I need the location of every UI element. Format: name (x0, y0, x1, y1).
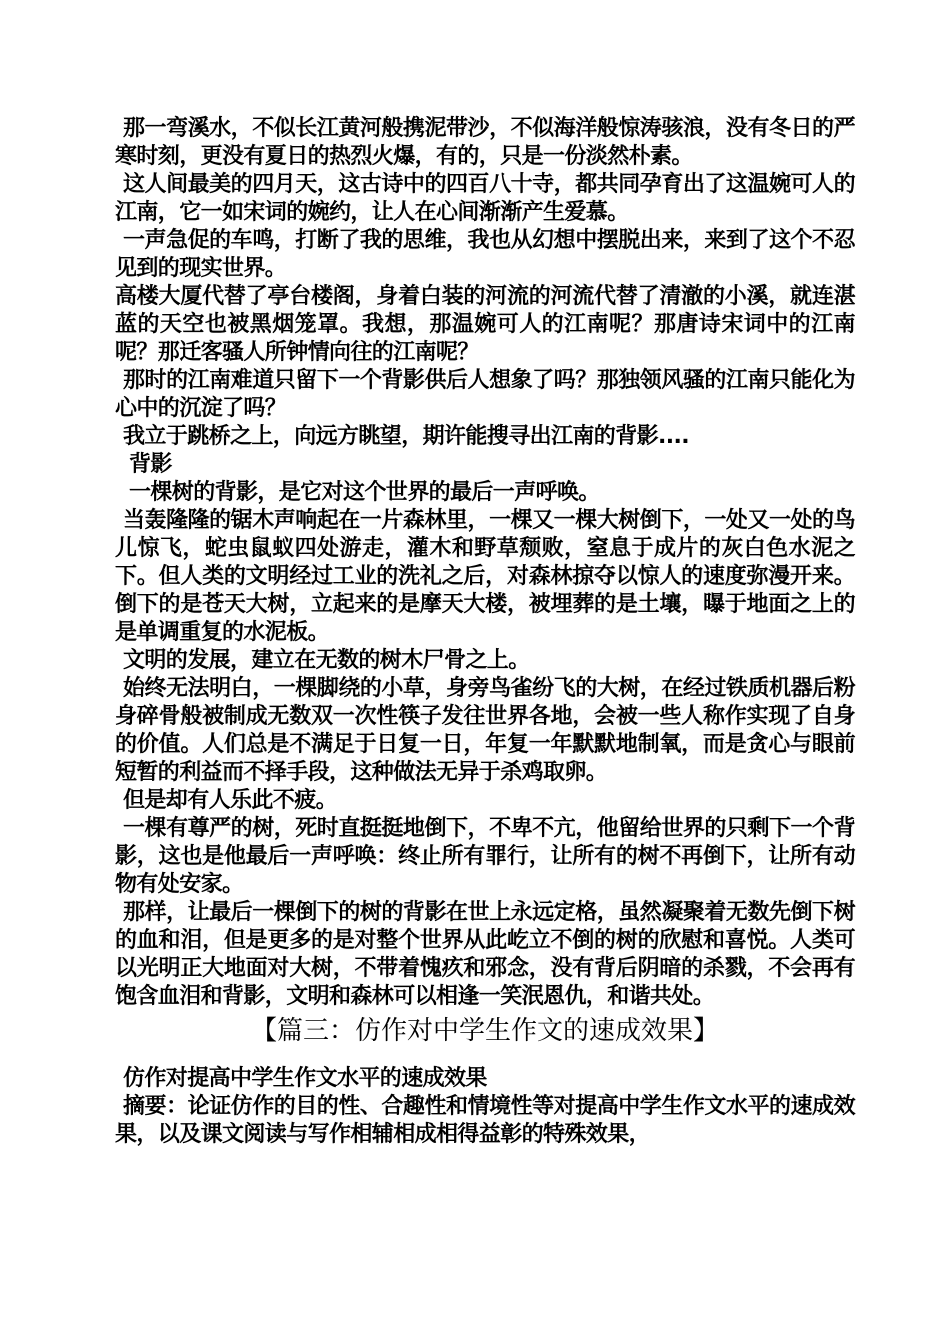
paragraph-car-horn: 一声急促的车鸣，打断了我的思维，我也从幻想中摆脱出来，来到了这个不忍见到的现实世界。 (115, 228, 855, 281)
paragraph-back-view-question: 那时的江南难道只留下一个背影供后人想象了吗？那独领风骚的江南只能化为心中的沉淀了吗？ (115, 368, 855, 421)
article-abstract: 摘要：论证仿作的目的性、合趣性和情境性等对提高中学生作文水平的速成效果，以及课文阅读与写作相辅相成相得益彰的特殊效果， (115, 1094, 855, 1147)
paragraph-april: 这人间最美的四月天，这古诗中的四百八十寺，都共同孕育出了这温婉可人的江南，它一如宋词的婉约，让人在心间渐渐产生爱慕。 (115, 172, 855, 225)
paragraph-last-tree: 那样，让最后一棵倒下的树的背影在世上永远定格，虽然凝聚着无数先倒下树的血和泪，但是更多的是对整个世界从此屹立不倒的树的欣慰和喜悦。人类可以光明正大地面对大树，不带着愧疚和邪念，没有背后阴暗的杀戮，不会再有饱含血泪和背影，文明和森林可以相逢一笑泯恩仇，和谐共处。 (115, 900, 855, 1009)
paragraph-skyscrapers: 高楼大厦代替了亭台楼阁，身着白装的河流的河流代替了清澈的小溪，就连湛蓝的天空也被黑烟笼罩。我想，那温婉可人的江南呢？那唐诗宋词中的江南呢？那迁客骚人所钟情向往的江南呢？ (115, 284, 855, 365)
paragraph-bridge: 我立于跳桥之上，向远方眺望，期许能搜寻出江南的背影.... (123, 424, 690, 449)
section-heading: 【篇三：仿作对中学生作文的速成效果】 (250, 1016, 719, 1046)
paragraph-chopsticks: 始终无法明白，一棵脚绕的小草，身旁鸟雀纷飞的大树，在经过铁质机器后粉身碎骨般被制成无数双一次性筷子发往世界各地，会被一些人称作实现了自身的价值。人们总是不满足于日复一日，年复一年默默地制氧，而是贪心与眼前短暂的利益而不择手段，这种做法无异于杀鸡取卵。 (115, 676, 855, 785)
paragraph-stream: 那一弯溪水，不似长江黄河般携泥带沙，不似海洋般惊涛骇浪，没有冬日的严寒时刻，更没有夏日的热烈火爆，有的，只是一份淡然朴素。 (115, 116, 855, 169)
paragraph-tree-back-view: 一棵树的背影，是它对这个世界的最后一声呼唤。 (129, 480, 600, 505)
article-title: 仿作对提高中学生作文水平的速成效果 (123, 1066, 487, 1091)
paragraph-tireless: 但是却有人乐此不疲。 (123, 788, 338, 813)
paragraph-civilization: 文明的发展，建立在无数的树木尸骨之上。 (123, 648, 530, 673)
paragraph-sawing: 当轰隆隆的锯木声响起在一片森林里，一棵又一棵大树倒下，一处又一处的鸟儿惊飞，蛇虫鼠蚁四处游走，灌木和野草颓败，窒息于成片的灰白色水泥之下。但人类的文明经过工业的洗礼之后，对森林掠夺以惊人的速度弥漫开来。倒下的是苍天大树，立起来的是摩天大楼，被埋葬的是土壤，曝于地面之上的是单调重复的水泥板。 (115, 508, 855, 645)
paragraph-dignified-tree: 一棵有尊严的树，死时直挺挺地倒下，不卑不亢，他留给世界的只剩下一个背影，这也是他最后一声呼唤：终止所有罪行，让所有的树不再倒下，让所有动物有处安家。 (115, 816, 855, 897)
essay-title-back-view: 背影 (129, 452, 172, 477)
document-page (115, 115, 855, 1149)
